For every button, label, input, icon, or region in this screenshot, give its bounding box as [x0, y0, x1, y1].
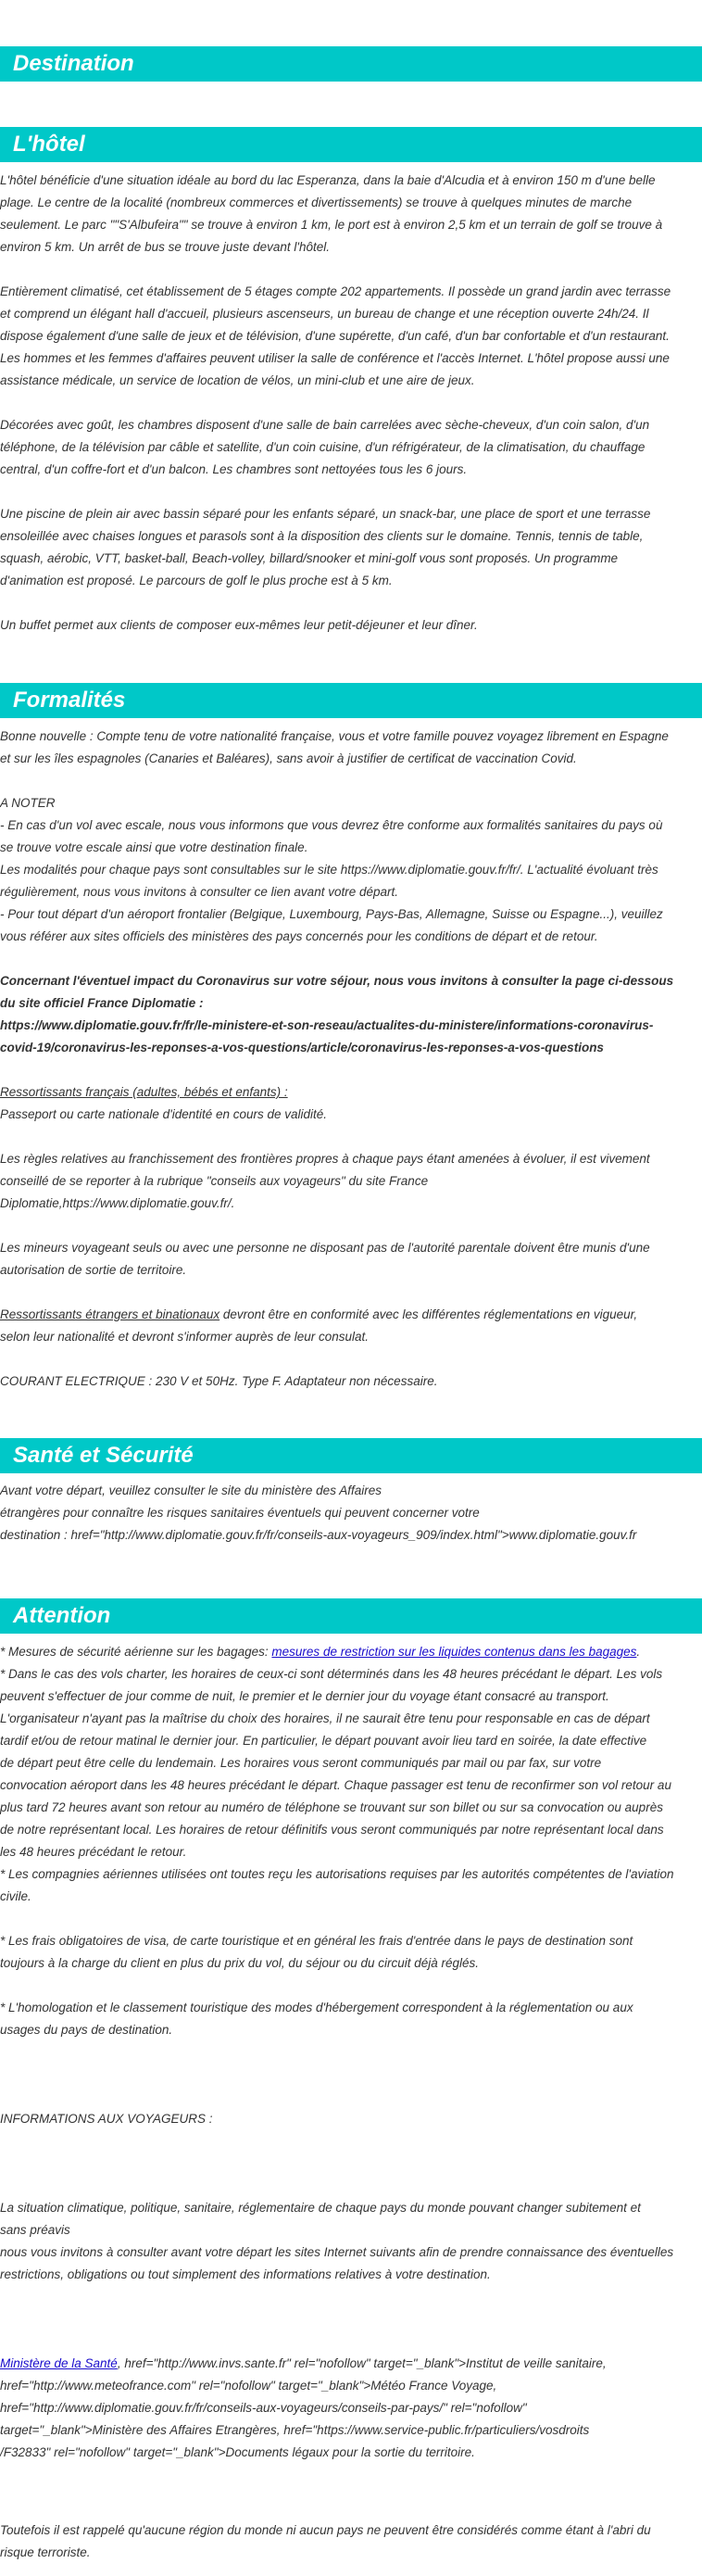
attention-fees: [0, 1930, 702, 1975]
text-line: Les modalités pour chaque pays sont consultables sur le site https://www.diplomatie.gouv.fr/fr/. L'actualité évoluant très: [0, 863, 658, 877]
text-line: squash, aérobic, VTT, basket-ball, Beach-volley, billard/snooker et mini-golf vous sont proposés. Un programme: [0, 551, 619, 565]
text-line: selon leur nationalité et devront s'informer auprès de leur consulat.: [0, 1330, 370, 1344]
attention-useful-links: [0, 2353, 702, 2464]
attention-terrorism: [0, 2519, 702, 2564]
text-line: href="http://www.diplomatie.gouv.fr/fr/conseils-aux-voyageurs/conseils-par-pays/" rel="nofollow": [0, 2401, 527, 2415]
text-line: les 48 heures précédant le retour.: [0, 1845, 187, 1859]
text-line: Les mineurs voyageant seuls ou avec une personne ne disposant pas de l'autorité parentale doivent être munis d'une: [0, 1241, 650, 1255]
formalites-note: [0, 792, 702, 948]
text-line: Décorées avec goût, les chambres disposent d'une salle de bain carrelées avec sèche-cheveux, d'un coin salon, d'un: [0, 418, 650, 432]
text-line: [0, 1641, 702, 1663]
text-line: * Les frais obligatoires de visa, de carte touristique et en général les frais d'entrée dans le pays de destination sont: [0, 1934, 633, 1948]
hotel-paragraph-location: [0, 170, 702, 259]
attention-flights: [0, 1641, 702, 1908]
text-line: risque terroriste.: [0, 2545, 91, 2559]
text-line: régulièrement, nous vous invitons à consulter ce lien avant votre départ.: [0, 885, 398, 899]
text-line: Un buffet permet aux clients de composer eux-mêmes leur petit-déjeuner et leur dîner.: [0, 618, 478, 632]
text-line: plus tard 72 heures avant son retour au numéro de téléphone se trouvant sur son billet ou sur sa convocation ou auprès: [0, 1800, 663, 1814]
text-line: de notre représentant local. Les horaires de retour définitifs vous seront communiqués par notre représentant local dans: [0, 1823, 664, 1837]
foreign-nationals-text: devront être en conformité avec les différentes réglementations en vigueur,: [219, 1307, 638, 1321]
text-line: autorisation de sortie de territoire.: [0, 1263, 187, 1277]
text-line: A NOTER: [0, 796, 56, 810]
text-line: environ 5 km. Un arrêt de bus se trouve juste devant l'hôtel.: [0, 240, 331, 254]
formalites-coronavirus: [0, 970, 702, 1059]
useful-links-text: , href="http://www.invs.sante.fr" rel="nofollow" target="_blank">Institut de veille sanitaire,: [117, 2356, 607, 2370]
text-line: téléphone, de la télévision par câble et satellite, d'un coin cuisine, d'un réfrigérateur, de la climatisation, du chauffage: [0, 440, 646, 454]
attention-climate: [0, 2197, 702, 2286]
text-line: [0, 2353, 702, 2375]
text-line: peuvent s'effectuer de jour comme de nuit, le premier et le dernier jour du voyage étant consacré au transport.: [0, 1689, 609, 1703]
text-line: usages du pays de destination.: [0, 2023, 173, 2037]
text-line: target="_blank">Ministère des Affaires Etrangères, href="https://www.service-public.fr/particuliers/vosdroits: [0, 2423, 590, 2437]
text-line: Avant votre départ, veuillez consulter le site du ministère des Affaires: [0, 1484, 382, 1497]
text-line: central, d'un coffre-fort et d'un balcon. Les chambres sont nettoyées tous les 6 jours.: [0, 462, 468, 476]
text-line: - Pour tout départ d'un aéroport frontalier (Belgique, Luxembourg, Pays-Bas, Allemagne, Suisse ou Espagne...), veuillez: [0, 907, 663, 921]
text-line: plage. Le centre de la localité (nombreux commerces et divertissements) se trouve à quelques minutes de marche: [0, 196, 633, 209]
text-line: seulement. Le parc ""S'Albufeira"" se trouve à environ 1 km, le port est à environ 2,5 km et un terrain de golf se trouve à: [0, 218, 663, 232]
text-line: Concernant l'éventuel impact du Coronavirus sur votre séjour, nous vous invitons à consulter la page ci-dessous: [0, 974, 674, 988]
text-line: et sur les îles espagnoles (Canaries et Baléares), sans avoir à justifier de certificat de vaccination Covid.: [0, 751, 577, 765]
hotel-paragraph-buffet: [0, 614, 702, 637]
text-line: civile.: [0, 1889, 31, 1903]
formalites-good-news: [0, 726, 702, 770]
sante-paragraph: [0, 1480, 702, 1547]
hotel-paragraph-rooms: [0, 414, 702, 481]
text-line: covid-19/coronavirus-les-reponses-a-vos-questions/article/coronavirus-les-reponses-a-vos-questions: [0, 1041, 604, 1054]
text-line: * Les compagnies aériennes utilisées ont toutes reçu les autorisations requises par les autorités compétentes de l'aviation: [0, 1867, 674, 1881]
text-line: conseillé de se reporter à la rubrique "conseils aux voyageurs" du site France: [0, 1174, 429, 1188]
text-line: du site officiel France Diplomatie :: [0, 996, 204, 1010]
french-nationals-heading: Ressortissants français (adultes, bébés et enfants) :: [0, 1085, 288, 1099]
formalites-electric-current: [0, 1370, 702, 1393]
text-line: Une piscine de plein air avec bassin séparé pour les enfants séparé, un snack-bar, une place de sport et une terrasse: [0, 507, 651, 521]
text-line: * L'homologation et le classement touristique des modes d'hébergement correspondent à la réglementation ou aux: [0, 2001, 633, 2014]
text-line: Diplomatie,https://www.diplomatie.gouv.fr/.: [0, 1196, 235, 1210]
attention-info-heading: [0, 2108, 702, 2130]
text-line: L'organisateur n'ayant pas la maîtrise du choix des horaires, il ne saurait être tenu pour responsable en cas de départ: [0, 1711, 650, 1725]
text-line: Les hommes et les femmes d'affaires peuvent utiliser la salle de conférence et l'accès Internet. L'hôtel propose aussi une: [0, 351, 670, 365]
formalites-rules: [0, 1148, 702, 1215]
text-line: - En cas d'un vol avec escale, nous vous informons que vous devrez être conforme aux formalités sanitaires du pays où: [0, 818, 663, 832]
section-header-destination: Destination: [0, 46, 702, 82]
text-line: * Dans le cas des vols charter, les horaires de ceux-ci sont déterminés dans les 48 heures précédant le départ. Les vols: [0, 1667, 663, 1681]
text-line: https://www.diplomatie.gouv.fr/fr/le-ministere-et-son-reseau/actualites-du-ministere/informations-coronavirus-: [0, 1018, 654, 1032]
text-line: convocation aéroport dans les 48 heures précédant le départ. Chaque passager est tenu de reconfirmer son vol retour au: [0, 1778, 671, 1792]
text-line: se trouve votre escale ainsi que votre destination finale.: [0, 840, 308, 854]
section-header-attention: Attention: [0, 1598, 702, 1634]
text-line: destination : href="http://www.diplomatie.gouv.fr/fr/conseils-aux-voyageurs_909/index.html">www.diplomatie.gouv.fr: [0, 1528, 637, 1542]
baggage-security-suffix: .: [636, 1645, 641, 1659]
text-line: Entièrement climatisé, cet établissement de 5 étages compte 202 appartements. Il possède un grand jardin avec terrasse: [0, 284, 671, 298]
section-header-sante: Santé et Sécurité: [0, 1438, 702, 1473]
text-line: restrictions, obligations ou tout simplement des informations relatives à votre destination.: [0, 2267, 491, 2281]
text-line: dispose également d'une salle de jeux et de télévision, d'une supérette, d'un café, d'un bar confortable et d'un restaurant.: [0, 329, 670, 343]
text-line: COURANT ELECTRIQUE : 230 V et 50Hz. Type F. Adaptateur non nécessaire.: [0, 1374, 438, 1388]
text-line: La situation climatique, politique, sanitaire, réglementaire de chaque pays du monde pouvant changer subitement et: [0, 2201, 641, 2215]
attention-homologation: [0, 1997, 702, 2041]
ministry-health-link[interactable]: Ministère de la Santé: [0, 2356, 118, 2370]
text-line: INFORMATIONS AUX VOYAGEURS :: [0, 2112, 213, 2126]
section-header-hotel: L'hôtel: [0, 127, 702, 162]
foreign-nationals-heading: Ressortissants étrangers et binationaux: [0, 1307, 220, 1321]
text-line: ensoleillée avec chaises longues et parasols sont à la disposition des clients sur le domaine. Tennis, tennis de table,: [0, 529, 644, 543]
formalites-minors: [0, 1237, 702, 1282]
text-line: assistance médicale, un service de location de vélos, un mini-club et une aire de jeux.: [0, 373, 475, 387]
text-line: étrangères pour connaître les risques sanitaires éventuels qui peuvent concerner votre: [0, 1506, 480, 1520]
text-line: vous référer aux sites officiels des ministères des pays concernés pour les conditions de départ et de retour.: [0, 929, 598, 943]
text-line: /F32833" rel="nofollow" target="_blank">Documents légaux pour la sortie du territoire.: [0, 2445, 475, 2459]
hotel-paragraph-activities: [0, 503, 702, 592]
hotel-paragraph-facilities: [0, 281, 702, 392]
text-line: [0, 1304, 702, 1326]
text-line: de départ peut être celle du lendemain. Les horaires vous seront communiqués par mail ou par fax, sur votre: [0, 1756, 602, 1770]
baggage-security-text: * Mesures de sécurité aérienne sur les bagages:: [0, 1645, 272, 1659]
text-line: href="http://www.meteofrance.com" rel="nofollow" target="_blank">Météo France Voyage,: [0, 2379, 497, 2393]
text-line: et comprend un élégant hall d'accueil, plusieurs ascenseurs, un bureau de change et une réception ouverte 24h/24. Il: [0, 307, 649, 321]
section-header-formalites: Formalités: [0, 683, 702, 718]
text-line: tardif et/ou de retour matinal le dernier jour. En particulier, le départ pouvant avoir lieu tard en soirée, la date effective: [0, 1734, 647, 1748]
text-line: Bonne nouvelle : Compte tenu de votre nationalité française, vous et votre famille pouvez voyagez librement en Espagne: [0, 729, 669, 743]
liquids-restriction-link[interactable]: mesures de restriction sur les liquides contenus dans les bagages: [271, 1645, 637, 1659]
text-line: Passeport ou carte nationale d'identité en cours de validité.: [0, 1107, 328, 1121]
formalites-foreign-nationals: [0, 1304, 702, 1348]
text-line: toujours à la charge du client en plus du prix du vol, du séjour ou du circuit déjà réglés.: [0, 1956, 480, 1970]
text-line: d'animation est proposé. Le parcours de golf le plus proche est à 5 km.: [0, 574, 393, 587]
formalites-french-nationals: [0, 1081, 702, 1126]
text-line: L'hôtel bénéficie d'une situation idéale au bord du lac Esperanza, dans la baie d'Alcudia et à environ 150 m d'une belle: [0, 173, 656, 187]
text-line: Les règles relatives au franchissement des frontières propres à chaque pays étant amenées à évoluer, il est vivement: [0, 1152, 650, 1166]
text-line: sans préavis: [0, 2223, 70, 2237]
text-line: Toutefois il est rappelé qu'aucune région du monde ni aucun pays ne peuvent être considérés comme étant à l'abri du: [0, 2523, 651, 2537]
text-line: nous vous invitons à consulter avant votre départ les sites Internet suivants afin de prendre connaissance des éventuelles: [0, 2245, 674, 2259]
